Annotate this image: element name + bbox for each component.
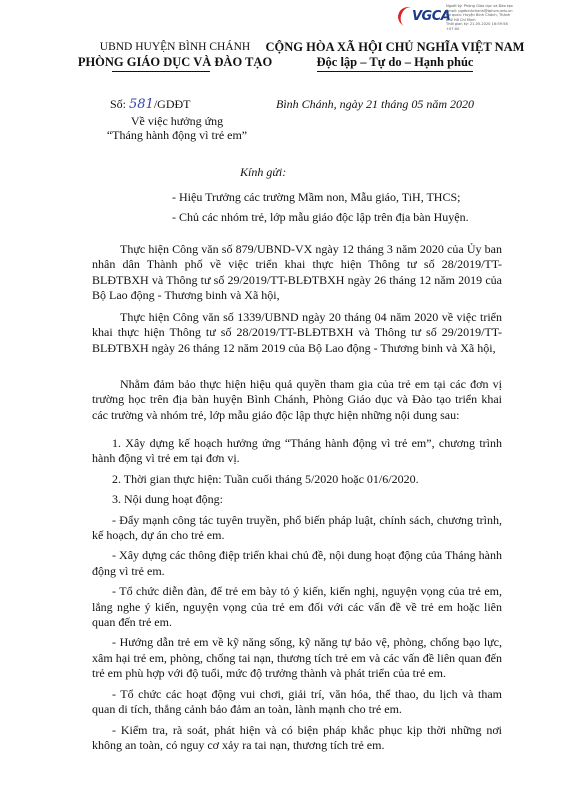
body-paragraph: Thực hiện Công văn số 1339/UBND ngày 20 tháng 04 năm 2020 về việc triển khai thực hiện Thông tư số 28/2019/TT-BLĐTBXH và Thông tư số 29/2019/TT-BLĐTBXH ngày 26 tháng 12 năm 2019 của Bộ Lao động - Thương binh và Xã hội, [92, 310, 502, 355]
body-paragraph: Nhằm đảm bảo thực hiện hiệu quả quyền tham gia của trẻ em tại các đơn vị trường học trên địa bàn huyện Bình Chánh, Phòng Giáo dục và Đào tạo triển khai các trường và nhóm trẻ, lớp mẫu giáo độc lập thực hiện những nội dung sau: [92, 377, 502, 422]
signature-line: Email: pgdbinhchanh@tphcm.edu.vn [446, 8, 513, 13]
org-name: PHÒNG GIÁO DỤC VÀ ĐÀO TẠO [77, 55, 273, 69]
recipients-label: Kính gửi: [240, 165, 287, 179]
logo-text: VGCA [412, 9, 451, 24]
recipient-item: - Hiệu Trưởng các trường Mầm non, Mẫu giáo, TiH, THCS; [172, 190, 461, 204]
signature-line: +07:00 [446, 26, 460, 31]
national-motto: Độc lập – Tự do – Hạnh phúc [317, 55, 474, 72]
signature-details [446, 4, 546, 32]
list-item: - Đẩy mạnh công tác tuyên truyền, phổ biến pháp luật, chính sách, chương trình, kế hoạch, dự án cho trẻ em. [92, 512, 502, 543]
list-item: - Hướng dẫn trẻ em về kỹ năng sống, kỹ năng tự bảo vệ, phòng, chống bạo lực, xâm hại trẻ em, phòng, chống tai nạn, thương tích trẻ em và các vấn đề liên quan đến trẻ em phù hợp với độ tuổi, mức độ trưởng thành và phát triển của trẻ em. [92, 635, 502, 681]
body-paragraph: Thực hiện Công văn số 879/UBND-VX ngày 12 tháng 3 năm 2020 của Ủy ban nhân dân Thành phố về việc triển khai thực hiện Thông tư số 28/2019/TT-BLĐTBXH và Thông tư số 29/2019/TT-BLĐTBXH ngày 26 tháng 12 năm 2019 của Bộ Lao động - Thương binh và Xã hội, [92, 242, 502, 303]
list-item: - Tổ chức các hoạt động vui chơi, giải trí, văn hóa, thể thao, du lịch và tham quan di tích, thắng cảnh bảo đảm an toàn, lành mạnh cho trẻ em. [92, 686, 502, 717]
signature-line: Cơ quan: Huyện Bình Chánh, Thành [446, 13, 511, 18]
recipients-list [172, 187, 469, 227]
list-item: - Xây dựng các thông điệp triển khai chủ đề, nội dung hoạt động của Tháng hành động vì trẻ em. [92, 548, 502, 578]
vgca-logo [398, 4, 451, 30]
document-subject: Về việc hưởng ứng “Tháng hành động vì trẻ em” [106, 114, 248, 142]
list-item: 1. Xây dựng kế hoạch hưởng ứng “Tháng hành động vì trẻ em”, chương trình hành động vì trẻ em tại đơn vị. [92, 436, 502, 466]
signature-line: Người ký: Phòng Giáo dục và Đào tạo [446, 4, 513, 8]
national-header [250, 40, 540, 72]
org-parent: UBND HUYỆN BÌNH CHÁNH [99, 41, 251, 53]
document-date: Bình Chánh, ngày 21 tháng 05 năm 2020 [276, 97, 474, 111]
list-item: - Tổ chức diễn đàn, để trẻ em bày tỏ ý kiến, kiến nghị, nguyện vọng của trẻ em, lắng nghe ý kiến, nguyện vọng của trẻ em đối với các vấn đề về trẻ em hoặc liên quan đến trẻ em. [92, 584, 502, 630]
list-item: 2. Thời gian thực hiện: Tuần cuối tháng 5/2020 hoặc 01/6/2020. [112, 471, 419, 486]
list-item: - Kiểm tra, rà soát, phát hiện và có biện pháp khắc phục kịp thời những nơi không an toàn, có nguy cơ xảy ra tai nạn, thương tích trẻ em. [92, 722, 502, 752]
document-number: Số: 581/GDĐT [110, 97, 191, 112]
action-items [92, 436, 502, 758]
nation-title: CỘNG HÒA XÃ HỘI CHỦ NGHĨA VIỆT NAM [265, 40, 525, 54]
signature-line: phố Hồ Chí Minh [446, 17, 476, 22]
recipient-item: - Chủ các nhóm trẻ, lớp mẫu giáo độc lập trên địa bàn Huyện. [172, 210, 469, 224]
list-item: 3. Nội dung hoạt động: [112, 492, 223, 507]
handwritten-number: 581 [129, 97, 154, 112]
signature-line: Thời gian ký: 21.05.2020 16:59:58 [446, 22, 508, 27]
issuing-organization [70, 40, 280, 70]
org-underline [112, 71, 210, 72]
